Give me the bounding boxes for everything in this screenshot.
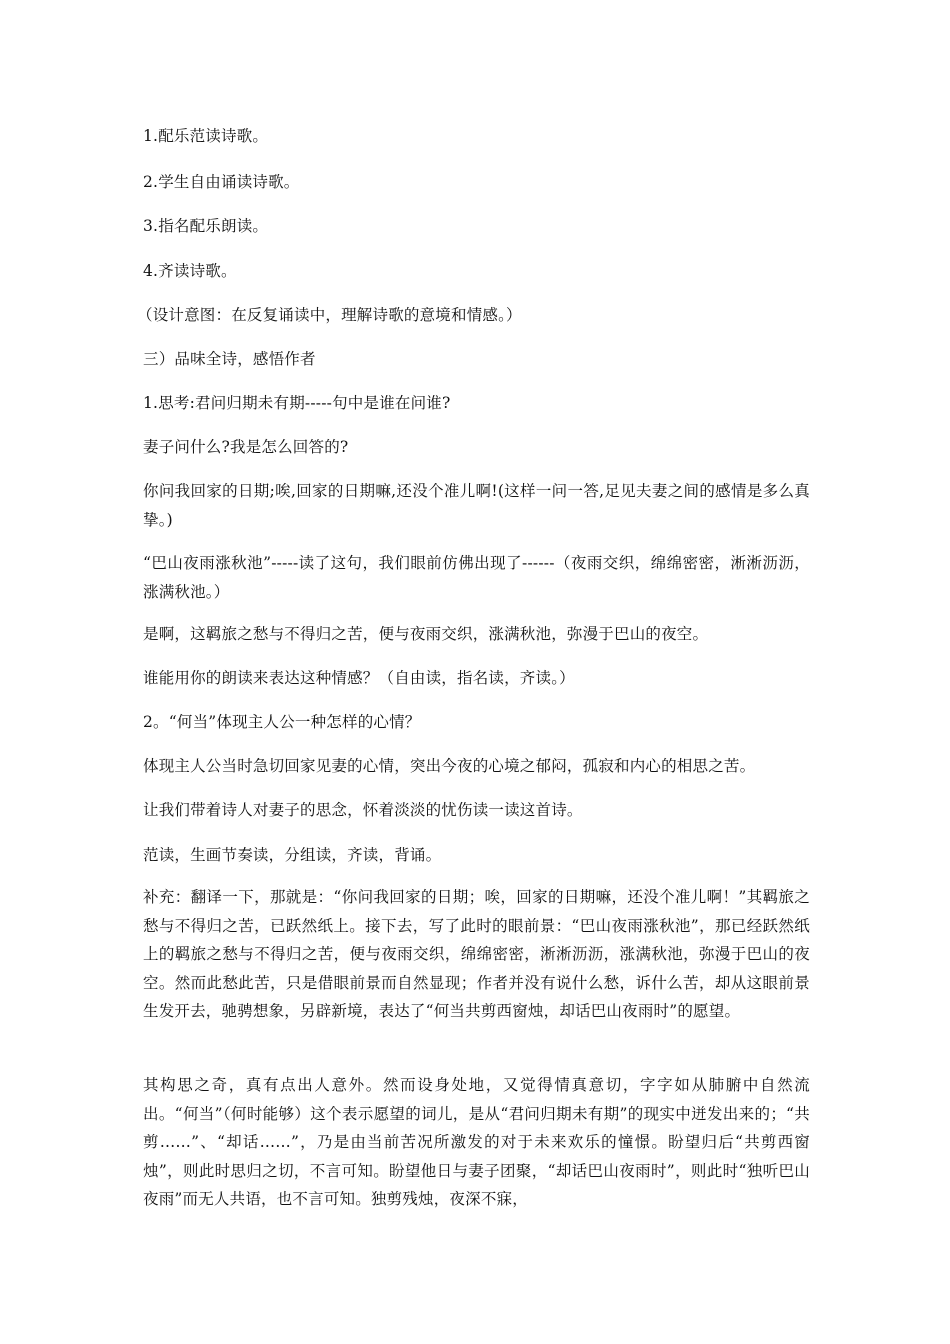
imagery-paragraph: “巴山夜雨涨秋池”-----读了这句，我们眼前仿佛出现了------（夜雨交织，绵绵密密，淅淅沥沥，涨满秋池。）: [143, 554, 810, 601]
section-heading: 三）品味全诗，感悟作者: [143, 350, 316, 368]
analysis-paragraph: 其构思之奇，真有点出人意外。然而设身处地，又觉得情真意切，字字如从肺腑中自然流出。“何当”（何时能够）这个表示愿望的词儿，是从“君问归期未有期”的现实中迸发出来的；“共剪……”、“却话……”，乃是由当前苦况所激发的对于未来欢乐的憧憬。盼望归后“共剪西窗烛”，则此时思归之切，不言可知。盼望他日与妻子团聚，“却话巴山夜雨时”，则此时“独听巴山夜雨”而无人共语，也不言可知。独剪残烛，夜深不寐，: [143, 1076, 810, 1208]
question-2-answer: 体现主人公当时急切回家见妻的心情，突出今夜的心境之郁闷，孤寂和内心的相思之苦。: [143, 757, 756, 775]
reading-prompt: 谁能用你的朗读来表达这种情感？（自由读，指名读，齐读。）: [143, 669, 575, 687]
question-2: 2。“何当”体现主人公一种怎样的心情？: [143, 713, 421, 731]
reading-methods: 范读，生画节奏读，分组读，齐读，背诵。: [143, 846, 442, 864]
supplement-paragraph: 补充：翻译一下，那就是：“你问我回家的日期；唉，回家的日期嘛，还没个准儿啊！”其羁旅之愁与不得归之苦，已跃然纸上。接下去，写了此时的眼前景：“巴山夜雨涨秋池”，那已经跃然纸上的羁旅之愁与不得归之苦，便与夜雨交织，绵绵密密，淅淅沥沥，涨满秋池，弥漫于巴山的夜空。然而此愁此苦，只是借眼前景而自然显现；作者并没有说什么愁，诉什么苦，却从这眼前景生发开去，驰骋想象，另辟新境，表达了“何当共剪西窗烛，却话巴山夜雨时”的愿望。: [143, 888, 810, 1020]
question-1: 1.思考:君问归期未有期-----句中是谁在问谁?: [143, 394, 451, 412]
question-1-followup: 妻子问什么?我是怎么回答的?: [143, 438, 349, 456]
step-1-text: 1.配乐范读诗歌。: [143, 127, 269, 145]
answer-paragraph: 你问我回家的日期;唉,回家的日期嘛,还没个准儿啊!(这样一问一答,足见夫妻之间的感情是多么真挚。): [143, 482, 810, 529]
step-2-text: 2.学生自由诵读诗歌。: [143, 173, 300, 191]
step-4-text: 4.齐读诗歌。: [143, 262, 237, 280]
emotion-paragraph: 是啊，这羁旅之愁与不得归之苦，便与夜雨交织，涨满秋池，弥漫于巴山的夜空。: [143, 625, 709, 643]
design-intent-note: （设计意图：在反复诵读中，理解诗歌的意境和情感。）: [137, 306, 522, 324]
reading-invitation: 让我们带着诗人对妻子的思念，怀着淡淡的忧伤读一读这首诗。: [143, 801, 583, 819]
step-3-text: 3.指名配乐朗读。: [143, 217, 269, 235]
